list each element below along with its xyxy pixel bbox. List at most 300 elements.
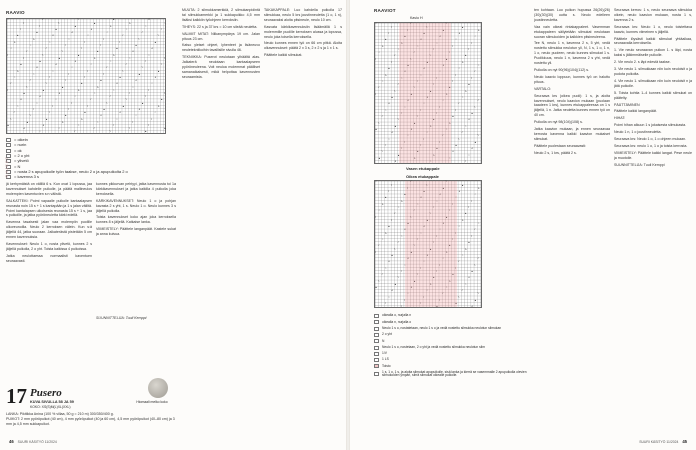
chart-symbol: \	[471, 76, 473, 80]
chart-symbol: ∧	[407, 257, 410, 261]
paragraph: Poimi hihan alkuun 1 s jokaisesta silmukasta.	[614, 123, 687, 128]
paragraph: Seuraava krs: neulo 1 o, 1 o ja toista kerrosta.	[614, 143, 688, 148]
chart-symbol: \	[452, 237, 453, 241]
chart-symbol: ∧	[426, 95, 429, 99]
legend-label: = kavenna 3 s	[14, 174, 40, 180]
chart-symbol: ∧	[429, 124, 432, 128]
paragraph: Neulo kunnes ennen työ on 66 cm pitkä. Aloita olkavennukset: päätä 2 x 3 s, 2 x 2 s ja 1 x 1 s.	[264, 41, 342, 51]
chart-symbol: ∧	[420, 38, 422, 42]
chart-symbol: ∧	[388, 260, 390, 264]
chart-symbol: ●	[77, 53, 80, 57]
knitting-chart-right-front	[374, 180, 482, 308]
chart-symbol: /	[442, 292, 444, 296]
chart-symbol: ●	[413, 121, 416, 125]
chart-symbol: ●	[468, 241, 470, 245]
chart-symbol: ∧	[468, 118, 470, 122]
chart-symbol: ○	[7, 18, 9, 22]
chart-symbol: /	[144, 59, 146, 63]
chart-symbol: ○	[55, 98, 57, 102]
chart-symbol: ●	[23, 91, 25, 95]
chart-symbol: ○	[458, 225, 461, 229]
chart-symbol: ○	[116, 117, 118, 121]
chart-title: RAAVIOT	[374, 8, 396, 13]
chart-symbol: \	[410, 57, 412, 61]
chart-symbol: \	[448, 51, 450, 55]
legend-item	[374, 320, 530, 324]
chart-symbol: ●	[96, 50, 99, 54]
chart-symbol: ●	[429, 89, 432, 93]
chart-symbol: ●	[154, 40, 157, 44]
chart-symbol: ∧	[381, 44, 384, 48]
chart-symbol: ●	[407, 63, 409, 67]
chart-symbol: /	[394, 54, 396, 58]
chart-symbol: ○	[477, 221, 480, 225]
chart-symbol: ○	[423, 102, 425, 106]
chart-symbol: ●	[448, 86, 451, 90]
chart-symbol: /	[436, 234, 437, 238]
chart-symbol: \	[58, 21, 60, 25]
chart-symbol: \	[42, 53, 44, 57]
chart-symbol: \	[375, 250, 377, 254]
legend-symbol-icon	[374, 320, 379, 324]
legend-symbol-icon	[6, 143, 11, 147]
chart-symbol: \	[39, 24, 41, 28]
chart-symbol: ○	[455, 38, 457, 42]
chart-symbol: ∧	[404, 70, 406, 74]
chart-symbol: \	[64, 79, 66, 83]
paragraph: SALKATTEKI: Poimi vapaalle puikolle kantaalapsen reunasta noin 15 s + 1 s kantapään ja 1 s jalan väliltä. Poimi kantalapsen ulkoisesta reunasta 15 s + 1 s, jaa s puikoille, ja jatka pyöröneuletta kärki edellä.	[6, 198, 92, 218]
chart-symbol: ∧	[71, 31, 74, 35]
chart-symbol: \	[138, 37, 140, 41]
chart-symbol: \	[125, 98, 127, 102]
chart-symbol: ∧	[445, 92, 448, 96]
paragraph: TIHEYS: 22 s ja 37 krs = 10 cm sileää neuletta.	[182, 24, 258, 29]
chart-symbol: \	[410, 215, 412, 219]
chart-symbol: ●	[388, 225, 390, 229]
chart-symbol: \	[455, 266, 457, 270]
chart-symbol: \	[458, 295, 460, 299]
chart-symbol: /	[416, 237, 418, 241]
chart-symbol: ∧	[410, 127, 413, 131]
chart-symbol: /	[90, 98, 92, 102]
chart-symbol: ∧	[407, 99, 410, 103]
chart-symbol: /	[74, 130, 76, 134]
chart-symbol: /	[394, 212, 396, 216]
chart-symbol: ∧	[458, 31, 461, 35]
chart-symbol: /	[471, 41, 473, 45]
legend-item	[374, 327, 530, 331]
chart-symbol: ∧	[448, 121, 451, 125]
chart-symbol: /	[400, 111, 402, 115]
paragraph: 3. Vie neulo 1. silmukkaan niin kuin neuloisit o ja pudota puikolta.	[614, 67, 692, 76]
chart-symbol: \	[474, 263, 476, 267]
chart-symbol: ∧	[55, 63, 58, 67]
paragraph: Katso yleiset ohjeet, lyhenteet ja lisäneuvo neuletekniikoihin tavallisille sivulla 46.	[182, 43, 260, 53]
chart-symbol: ∧	[381, 202, 384, 206]
chart-symbol: ∧	[471, 305, 474, 309]
chart-symbol: ∧	[93, 56, 96, 60]
paragraph: jä kerhymäistä on välillä 6 s. Kun ovat 1 lopussa, jaa kavennukset kahdelle puikolle, ja päätä mallineulos molempien kaventuvien s:n välistä.	[6, 182, 92, 196]
paragraph: Kasvata kärkikavennuksiin lisäämällä 1 s molemmille puolille kerroksen alussa ja lopussa, neulo joka toisella kerroksella.	[264, 24, 342, 39]
chart-symbol: ●	[426, 60, 429, 64]
chart-symbol: /	[391, 183, 393, 187]
knitting-chart	[6, 18, 166, 134]
paragraph: Neulo kaavio loppuun, kunnes työ on haluttu pituus.	[534, 74, 610, 84]
chart-symbol: \	[106, 101, 108, 105]
chart-symbol: ○	[397, 205, 400, 209]
chart-symbol: ∧	[39, 95, 42, 99]
paragraph: Seuraava krs (oikea puoli): 1 s, ja aloita kavennukset, neulo kaavion mukaan (puolaan kaadeen 1 krs), kunnes etukappaleessa on 1 s jäljellä, 1 n. Jatka neuletta kunnes ennen työ on 40 cm.	[534, 93, 610, 118]
chart-symbol: \	[426, 25, 428, 29]
page-footer	[6, 439, 57, 444]
chart-symbol: /	[461, 289, 463, 293]
chart-symbol: ∧	[445, 250, 448, 254]
text-column-2	[96, 182, 176, 312]
chart-symbol: ○	[381, 237, 384, 241]
chart-symbol: /	[397, 241, 399, 245]
legend-symbol-icon	[374, 352, 379, 356]
legend-symbol-icon	[374, 327, 379, 331]
chart-symbol: ○	[461, 253, 464, 257]
paragraph: MUUTA: 2 silmukkamerkkiä, 2 silmukanpidintä tai silmukkamerkki ja 1 sukkapuikko 4,5 mm lisäksi kaikkiin työohjeen kerroksiin.	[182, 8, 260, 22]
chart-symbol: ●	[160, 98, 163, 102]
chart-symbol: /	[68, 72, 69, 76]
chart-symbol: ●	[74, 24, 77, 28]
chart-symbol: /	[48, 75, 50, 79]
chart-symbol: ●	[455, 301, 457, 305]
chart-symbol: ∧	[157, 104, 160, 108]
paragraph: Kavennukset: Neulo 1 o, nosta ylivetö, kunnes 2 s jäljellä puikolla, 2 o yht. Toista kaikissa 4 puikoissa.	[6, 241, 92, 251]
chart-symbol: /	[42, 18, 44, 22]
side-tab: OHJEET	[4, 156, 9, 178]
legend-symbol-icon	[6, 138, 11, 142]
chart-symbol: /	[436, 76, 437, 80]
chart-symbol: ○	[400, 76, 403, 80]
paragraph: PÄÄTTÄMINEN	[614, 102, 640, 107]
text-column-2	[614, 8, 692, 428]
chart-symbol: /	[474, 228, 476, 232]
chart-symbol: \	[100, 43, 101, 47]
chart-symbol: \	[426, 183, 428, 187]
chart-symbol: \	[468, 47, 469, 51]
paragraph: ten kohtaan. Luo puikon hupussa 26(26)(26)(30)(30)(30) uutta s. Neulo edelleen joustinneuletta.	[534, 8, 610, 22]
chart-symbol: ●	[448, 244, 451, 248]
chart-symbol: \	[477, 134, 479, 138]
pattern-number: 17	[6, 384, 27, 408]
chart-symbol: /	[413, 209, 415, 213]
chart-symbol: ●	[375, 285, 377, 289]
chart-symbol: ∧	[23, 127, 26, 131]
chart-symbol: \	[87, 104, 89, 108]
paragraph: Päättele löysästi kaikki silmukat yhtäaikaa, seuraavalla kerroksella.	[614, 36, 692, 46]
chart-symbol: /	[52, 104, 53, 108]
chart-symbol: \	[7, 88, 9, 92]
chart-symbol: /	[10, 82, 12, 86]
chart-symbol: \	[388, 31, 389, 35]
repeat-band	[399, 23, 451, 163]
chart-symbol: ○	[436, 41, 438, 45]
paragraph: HIHAT:	[614, 116, 626, 121]
right-page	[350, 0, 696, 450]
chart-symbol: \	[439, 140, 441, 144]
legend-label: Neulo 1 s o, nostetaan, 2 o yht ja vedä nostettu silmukka neulotun silm	[382, 344, 485, 349]
chart-symbol: /	[109, 95, 111, 99]
chart-symbol: \	[432, 241, 434, 245]
legend-label: = N	[14, 163, 21, 169]
chart-symbol: ●	[80, 82, 83, 86]
chart-symbol: ●	[474, 298, 477, 302]
chart-symbol: /	[474, 70, 476, 74]
chart-symbol: ∧	[388, 102, 390, 106]
chart-symbol: ○	[445, 285, 448, 289]
chart-symbol: ●	[464, 54, 467, 58]
page-footer	[639, 439, 690, 444]
paragraph: VIIMEISTELY: Päättele kaikki langat. Pese neule ja muotoile.	[614, 150, 692, 160]
chart-symbol: ●	[407, 221, 409, 225]
chart-symbol: ○	[477, 63, 480, 67]
chart-symbol: ○	[378, 51, 381, 55]
chart-symbol: ∧	[439, 35, 442, 39]
chart-symbol: ●	[93, 21, 96, 25]
chart-symbol: ●	[416, 150, 419, 154]
legend-item	[6, 175, 39, 179]
chart-symbol: ●	[42, 88, 45, 92]
legend-item	[374, 346, 530, 350]
left-page	[0, 0, 346, 450]
chart-symbol: ●	[471, 269, 473, 273]
chart-symbol: ∧	[471, 147, 474, 151]
chart-symbol: ∧	[148, 18, 150, 22]
chart-symbol: ○	[455, 196, 457, 200]
chart-symbol: ○	[400, 234, 403, 238]
chart-symbol: \	[429, 212, 431, 216]
chart-symbol: /	[439, 105, 441, 109]
legend-label: 1 s, 1 o, 1 s, ja aloita silmukat apupuikolle, sisä lanka ja kierrä se vasemmalle 2 apupuikolla olevien silmukoiden ympäri, siirrä silmukat oikealle puikolle.	[382, 369, 527, 377]
chart-symbol: \	[388, 189, 389, 193]
chart-symbol: ○	[128, 56, 131, 60]
chart-symbol: ∧	[391, 289, 394, 293]
chart-symbol: /	[413, 51, 415, 55]
chart-symbol: ∧	[461, 218, 464, 222]
chart-symbol: \	[61, 50, 63, 54]
chart-symbol: ∧	[138, 107, 141, 111]
chart-symbol: ●	[84, 111, 86, 115]
chart-symbol: /	[164, 56, 165, 60]
chart-symbol: ○	[32, 72, 35, 76]
chart-symbol: /	[404, 298, 405, 302]
page-number: 46	[9, 439, 14, 444]
chart-symbol: \	[420, 143, 421, 147]
chart-symbol: /	[477, 99, 479, 103]
chart-symbol: ●	[36, 31, 38, 35]
chart-symbol: ●	[157, 69, 160, 73]
chart-symbol: ∧	[151, 47, 154, 51]
chart-symbol: ∧	[461, 60, 464, 64]
chart-symbol: ●	[164, 127, 166, 131]
chart-symbol: \	[109, 130, 111, 134]
chart-label-right-front: Oikea etukappale	[406, 174, 439, 179]
chart-symbol: ○	[404, 263, 406, 267]
chart-symbol: /	[160, 27, 162, 31]
chart-symbol: ○	[464, 124, 467, 128]
chart-symbol: ○	[423, 260, 425, 264]
chart-symbol: \	[122, 69, 124, 73]
chart-symbol: \	[445, 180, 447, 184]
yarn-swatch-image	[148, 378, 168, 398]
chart-symbol: ∧	[452, 150, 454, 154]
chart-symbol: ●	[404, 35, 406, 39]
chart-symbol: /	[410, 180, 412, 184]
chart-symbol: /	[477, 257, 479, 261]
legend-label: oikealla o, nurjalla n	[382, 313, 412, 318]
chart-symbol: ∧	[80, 117, 83, 121]
chart-symbol: \	[119, 40, 121, 44]
chart-symbol: /	[375, 57, 377, 61]
chart-symbol: \	[420, 301, 421, 305]
chart-symbol: ●	[100, 79, 102, 83]
chart-symbol: ○	[144, 24, 147, 28]
paragraph: Päättele puolestaan seuraavasti:	[534, 143, 587, 148]
chart-symbol: \	[77, 18, 79, 22]
chart-symbol: ∧	[61, 120, 64, 124]
materials-block	[6, 412, 178, 427]
knitting-chart-left-front	[374, 22, 482, 164]
chart-symbol: ∧	[464, 89, 467, 93]
chart-symbol: ●	[474, 140, 477, 144]
chart-symbol: ∧	[404, 228, 406, 232]
chart-symbol: \	[439, 298, 441, 302]
chart-symbol: \	[160, 63, 162, 67]
chart-symbol: ○	[439, 228, 441, 232]
chart-symbol: ●	[55, 27, 57, 31]
paragraph: Seuraava krs: Neulo 1 o, 1 o ohjeen mukaan.	[614, 137, 687, 142]
chart-symbol: ●	[397, 153, 400, 157]
chart-symbol: /	[452, 202, 453, 206]
chart-symbol: /	[29, 79, 31, 83]
chart-symbol: ●	[141, 101, 144, 105]
chart-symbol: /	[64, 43, 66, 47]
paragraph: Puikolla on nyt 90(96)(104)(112) s.	[534, 67, 590, 72]
chart-symbol: \	[45, 82, 47, 86]
paragraph: Neulo 2 s, 1 krs, päätä 2 s.	[534, 150, 577, 155]
chart-symbol: ∧	[112, 53, 115, 57]
chart-symbol: ●	[7, 123, 9, 127]
chart-symbol: ●	[391, 95, 393, 99]
chart-symbol: /	[23, 21, 25, 25]
legend-item	[374, 333, 530, 337]
chart-symbol: ○	[429, 159, 432, 163]
paragraph: Puikolla on nyt 98(104)(108) s.	[534, 120, 583, 125]
chart-symbol: ○	[416, 44, 419, 48]
chart-symbol: ○	[416, 202, 419, 206]
chart-symbol: ●	[436, 305, 438, 309]
chart-symbol: ∧	[128, 21, 131, 25]
chart-symbol: ○	[148, 53, 150, 57]
chart-symbol: \	[416, 115, 418, 119]
chart-symbol: ●	[388, 67, 390, 71]
legend-item	[374, 371, 530, 378]
chart-symbol: /	[106, 66, 108, 70]
chart-symbol: ○	[71, 66, 73, 70]
chart-symbol: /	[442, 134, 444, 138]
chart-symbol: ●	[468, 83, 470, 87]
chart-symbol: /	[103, 37, 105, 41]
chart-symbol: /	[464, 159, 466, 163]
chart-symbol: \	[394, 247, 396, 251]
chart-symbol: \	[20, 27, 21, 31]
chart-symbol: ○	[77, 123, 80, 127]
chart-symbol: ○	[13, 75, 16, 79]
chart-symbol: \	[128, 127, 130, 131]
chart-symbol: \	[448, 209, 450, 213]
chart-symbol: ∧	[154, 75, 157, 79]
chart-symbol: \	[471, 234, 473, 238]
chart-symbol: ●	[375, 127, 377, 131]
chart-symbol: ●	[410, 92, 413, 96]
chart-symbol: ○	[375, 22, 377, 26]
chart-symbol: \	[436, 269, 437, 273]
legend-item	[6, 159, 29, 163]
chart-symbol: ●	[64, 114, 67, 118]
chart-symbol: \	[378, 279, 380, 283]
chart-symbol: ∧	[100, 114, 102, 118]
paragraph: 5. Toista kohtia 1–4 kunnes kaikki silmukat on päätelty.	[614, 90, 692, 100]
paragraph: 4. Vie neulo 1. silmukkaan niin kuin neuloisit n ja jätä puikolle.	[614, 78, 692, 88]
chart-symbol: ○	[96, 120, 99, 124]
chart-symbol: ●	[404, 193, 406, 197]
paragraph: Kavenna tasaisesti jalan vaa molempiin puolille ulkoreunoilla. Neulo 2 kerroksen välein. Kun s:ä jäljellä 44, jatka suoraan. Jalkaterästä pistetään 5 cm ennen kavennuksia.	[6, 220, 92, 240]
legend-label: 1/V	[382, 351, 387, 356]
paragraph: Neulo 1 n, 1 o joustinneuletta.	[614, 130, 662, 135]
paragraph: Vaa vain oikeat rintakappaleet. Vasemman etukappaleen säilytetään silmukat neulotaan suoran silmukoiden ja kaikkien pitsineuleena.	[534, 24, 610, 39]
chart-symbol: ○	[448, 156, 451, 160]
chart-symbol: ●	[413, 279, 416, 283]
chart-symbol: ○	[426, 289, 429, 293]
chart-symbol: ○	[375, 180, 377, 184]
chart-symbol: \	[400, 147, 402, 151]
chart-symbol: ∧	[429, 282, 432, 286]
chart-symbol: ●	[122, 104, 125, 108]
issue: 11/2024	[44, 440, 57, 444]
chart-label-left-front: Vasen etukappale	[406, 166, 440, 171]
chart-symbol: ●	[119, 75, 121, 79]
chart-symbol: \	[157, 34, 159, 38]
paragraph: PUIKOT: 2 mm pyöröpuikot (40 cm), 4 mm pyöröpuikot (40 ja 60 cm), 4,5 mm pyöröpuikot (40–80 cm) ja 3 mm ja 4,5 mm sukkapuikot.	[6, 416, 175, 426]
chart-symbol: /	[151, 117, 153, 121]
chart-symbol: ∧	[413, 156, 416, 160]
pattern-header	[6, 384, 124, 412]
chart-symbol: ●	[452, 115, 454, 119]
chart-symbol: ∧	[391, 131, 394, 135]
chart-symbol: \	[397, 276, 399, 280]
chart-symbol: ∧	[132, 50, 134, 54]
chart-symbol: ○	[388, 295, 390, 299]
chart-symbol: ○	[474, 193, 477, 197]
chart-symbol: /	[87, 69, 89, 73]
paragraph: kunnes pikkurvan pehtyyi, jatka kavennusta toi 1a kärkikavennukset ja jatka kaikilla 4 puikolla joka kerroksella.	[96, 182, 176, 196]
chart-symbol: ●	[394, 124, 397, 128]
chart-symbol: /	[404, 140, 405, 144]
chart-symbol: ○	[461, 95, 464, 99]
paragraph: VALMIIT MITAT: Nilkanympärys 19 cm. Jalan pituus 23 cm.	[182, 31, 260, 41]
chart-symbol: ●	[461, 25, 464, 29]
chart-symbol: /	[471, 199, 473, 203]
legend-label: Toisto	[382, 363, 391, 368]
chart-symbol: ∧	[32, 37, 35, 41]
text-column-3	[182, 8, 260, 428]
chart-symbol: /	[397, 83, 399, 87]
legend-label: = oikein	[14, 137, 28, 142]
